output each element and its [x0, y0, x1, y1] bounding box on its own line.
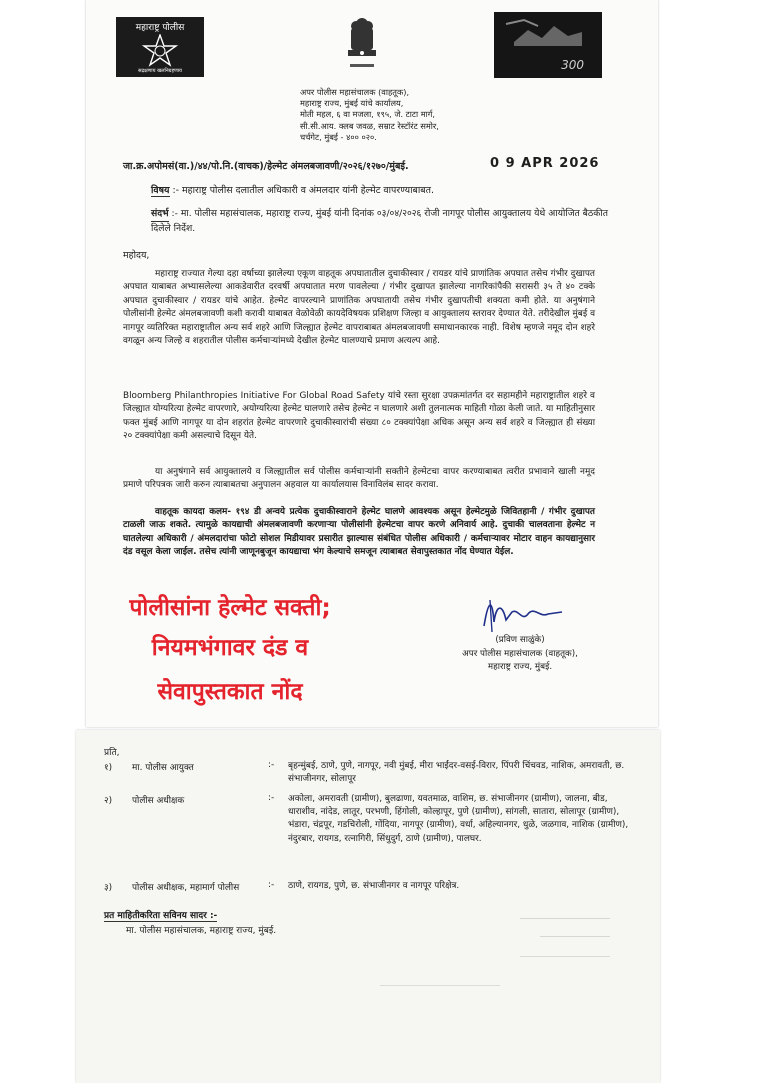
reference-number: जा.क्र.अपोमसं(वा.)/४४/पो.नि.(वाचक)/हेल्मेट अंमलबजावणी/२०२६/१२७०/मुंबई. [123, 161, 409, 172]
row-places: अकोला, अमरावती (ग्रामीण), बुलढाणा, यवतमाळ, वाशिम, छ. संभाजीनगर (ग्रामीण), जालना, बीड, धाराशीव, नांदेड, लातूर, परभणी, हिंगोली, कोल्हापूर, पुणे (ग्रामीण), सांगली, सातारा, सोलापूर (ग्रामीण), भंडारा, चंद्रपूर, गडचिरोली, गोंदिया, नागपूर (ग्रामीण), वर्धा, अहिल्यानगर, धुळे, जळगाव, नाशिक (ग्रामीण), नंदुरबार, रायगड, रत्नागिरी, सिंधुदुर्ग, ठाणे (ग्रामीण), पालघर. [288, 794, 629, 844]
police-star-icon [140, 34, 180, 68]
paragraph-text: या अनुषंगाने सर्व आयुक्तालये व जिल्ह्यातील सर्व पोलीस कर्मचाऱ्यांनी सक्तीने हेल्मेटचा वापर करण्याबाबत त्वरीत प्रभावाने खाली नमूद प्रमाणे परिपत्रक जारी करुन त्याबाबतचा अनुपालन अहवाल या कार्यालयास विनाविलंब सादर करावा. [123, 467, 595, 491]
row-office: पोलीस अधीक्षक, महामार्ग पोलीस [132, 883, 240, 893]
headline-line-1: पोलीसांना हेल्मेट सक्ती; [129, 595, 331, 621]
anniversary-logo [494, 12, 602, 78]
row-colon: :- [268, 793, 275, 803]
body-paragraph [123, 390, 595, 444]
paragraph-text: Bloomberg Philanthropies Initiative For Global Road Safety यांचे रस्ता सुरक्षा उपक्रमांतर्गत दर सहामहीने महाराष्ट्रातील शहरे व जिल्ह्यात योग्यरित्या हेल्मेट वापरणारे, अयोग्यरित्या हेल्मेट घालणारे तसेच हेल्मेट न घालणारे अशी तुलनात्मक माहिती गोळा केली जाते. या माहितीनुसार फक्त मुंबई आणि नागपूर या दोन शहरांत हेल्मेट वापरणारे दुचाकीस्वारांची संख्या ८० टक्क्यांपेक्षा अधिक असून अन्य सर्व शहरे व जिल्ह्यात ही संख्या २० टक्क्यांपेक्षा कमी असल्याचे दिसून येते. [123, 391, 595, 442]
address-line: अपर पोलीस महासंचालक (वाहतूक), [300, 87, 410, 97]
row-number: २) [104, 796, 113, 806]
headline-line-3: सेवापुस्तकात नोंद [157, 679, 303, 705]
info-copy-label: प्रत माहितीकरिता सविनय सादर :- [104, 908, 217, 922]
body-paragraph-bold [123, 506, 595, 560]
right-logo-text: 300 [561, 58, 584, 72]
left-logo-subtext: सद्रक्षणाय खलनिग्रहणाय [138, 68, 182, 74]
fort-silhouette-icon [494, 12, 602, 78]
signature-scribble [478, 592, 568, 640]
maharashtra-police-logo [116, 17, 204, 77]
paragraph-text: वाहतूक कायदा कलम- १९४ डी अन्वये प्रत्येक दुचाकीस्वाराने हेल्मेट घालणे आवश्यक असून हेल्मेटमुळे जिवितहानी / गंभीर दुखापत टाळली जाऊ शकते. त्यामुळे कायद्याची अंमलबजावणी करणाऱ्या पोलीसांनी हेल्मेटचा वापर करणे अनिवार्य आहे. दुचाकी चालवताना हेल्मेट न घातलेल्या अधिकारी / अंमलदारांचा फोटो सोशल मिडीयावर प्रसारीत झाल्यास संबंधित पोलीस अधिकारी / कर्मचाऱ्यावर मोटार वाहन कायद्यानुसार दंड वसूल केला जाईल. तसेच त्यांनी जाणूनबुजून कायद्याचा भंग केल्याचे समजून त्याबाबत सेवापुस्तकात नोंद घेण्यात येईल. [123, 507, 595, 558]
row-places: ठाणे, रायगड, पुणे, छ. संभाजीनगर व नागपूर परिक्षेत्र. [288, 881, 460, 891]
headline-line-2: नियमभंगावर दंड व [151, 635, 309, 661]
bleed-through-mark [520, 956, 610, 958]
address-line: मोती महल, ६ वा मजला, १९५, जे. टाटा मार्ग, [300, 109, 435, 120]
address-line: महाराष्ट्र राज्य, मुंबई यांचे कार्यालय, [300, 98, 404, 109]
subject-text: :- महाराष्ट्र पोलीस दलातील अधिकारी व अंमलदार यांनी हेल्मेट वापरण्याबाबत. [172, 185, 434, 196]
row-places: बृहन्मुंबई, ठाणे, पुणे, नागपूर, नवी मुंबई, मीरा भाईंदर-वसई-विरार, पिंपरी चिंचवड, नाशिक, अमरावती, छ. संभाजीनगर, सोलापूर [288, 761, 625, 785]
row-number: ३) [104, 883, 113, 893]
left-logo-text: महाराष्ट्र पोलीस [135, 23, 185, 33]
body-paragraph [123, 466, 595, 493]
bleed-through-mark [520, 918, 610, 920]
signatory-designation: अपर पोलीस महासंचालक (वाहतूक), [462, 648, 578, 659]
reference-text: :- मा. पोलीस महासंचालक, महाराष्ट्र राज्य, मुंबई यांनी दिनांक ०३/०४/२०२६ रोजी नागपूर पोलीस आयुक्तालय येथे आयोजित बैठकीत दिलेले निर्देश. [151, 208, 608, 234]
reference-label: संदर्भ [151, 207, 169, 222]
info-copy-recipient: मा. पोलीस महासंचालक, महाराष्ट्र राज्य, मुंबई. [126, 926, 277, 936]
row-number: १) [104, 763, 113, 773]
signatory-block [420, 634, 620, 675]
ashoka-emblem-icon [342, 16, 382, 76]
signatory-location: महाराष्ट्र राज्य, मुंबई. [487, 662, 553, 672]
office-address [300, 87, 500, 143]
address-line: सी.सी.आय. क्लब जवळ, सम्राट रेस्टॉरंट समोर, [300, 120, 439, 131]
bleed-through-mark [380, 985, 500, 987]
row-colon: :- [268, 760, 275, 770]
signatory-name: (प्रविण साळुंके) [495, 635, 545, 645]
row-office: पोलीस अधीक्षक [132, 796, 185, 806]
paragraph-text: महाराष्ट्र राज्यात गेल्या दहा वर्षाच्या झालेल्या एकूण वाहतूक अपघातातील दुचाकीस्वार / रायडर यांचे प्राणांतिक अपघात तसेच गंभीर दुखापत अपघात याबाबत अभ्यासलेल्या आकडेवारीत दरवर्षी अपघातात मरण पावलेल्या / गंभीर दुखापत झालेल्या नागरिकांपैकी सरासरी ३५ ते ४० टक्के अपघात दुचाकीस्वार / रायडर यांचे आहेत. हेल्मेट वापरल्याने प्राणांतिक अपघातायी तसेच गंभीर दुखापतीची शक्यता कमी होते. या अनुषंगाने पोलीसांनी हेल्मेट अंमलबजावणी कशी करावी याबाबत वेळोवेळी कायदेविषयक प्रशिक्षण जिल्हा व आयुक्तालय स्तरावर देण्यात येते. तरीदेखील मुंबई व नागपूर व्यतिरिक्त महाराष्ट्रातील अन्य सर्व शहरे आणि जिल्ह्यात हेल्मेट वापराबाबत अंमलबजावणी समाधानकारक नाही. विशेष म्हणजे नमूद दोन शहरे वगळून अन्य जिल्हे व शहरातील पोलीस कर्मचाऱ्यांमध्ये देखील हेल्मेट घालण्याचे प्रमाण अत्यल्प आहे. [123, 269, 595, 347]
row-colon: :- [268, 880, 275, 890]
bleed-through-mark [540, 936, 610, 938]
address-line: चर्चगेट, मुंबई - ४०० ०२०. [300, 131, 377, 142]
row-office: मा. पोलीस आयुक्त [132, 763, 194, 773]
distribution-heading: प्रति, [104, 748, 120, 758]
subject-line [151, 183, 434, 197]
body-paragraph [123, 268, 595, 348]
salutation: महोदय, [123, 250, 150, 261]
reference-line [151, 207, 611, 236]
date-stamp: 0 9 APR 2026 [490, 156, 600, 171]
subject-label: विषय [151, 185, 170, 196]
